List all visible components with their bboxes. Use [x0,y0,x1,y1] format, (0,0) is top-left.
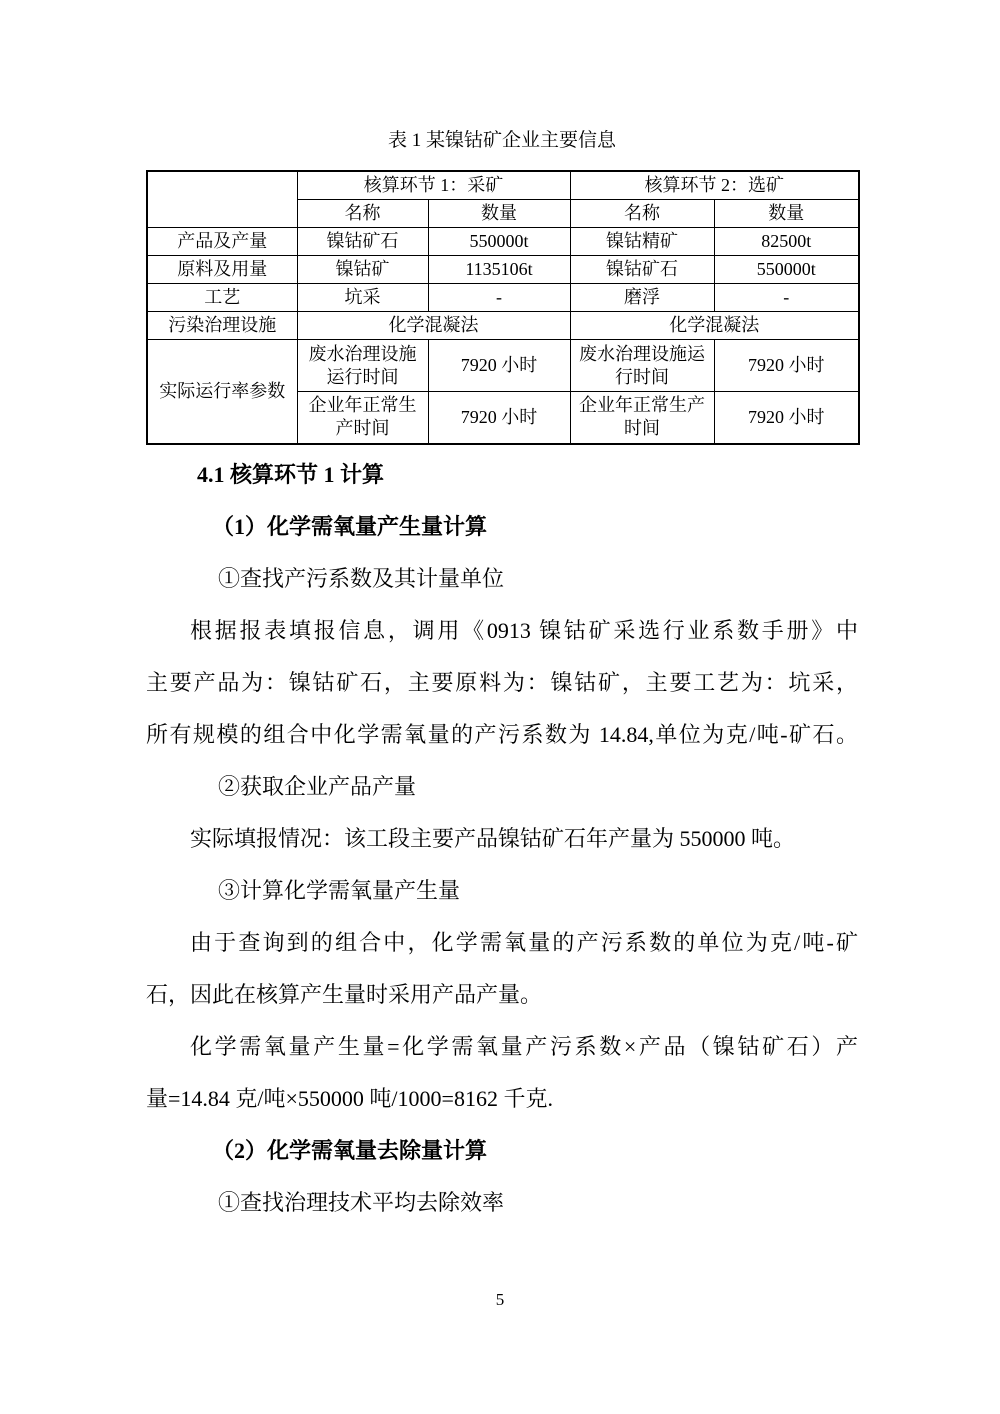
enterprise-info-table [146,170,860,445]
row-label: 污染治理设施 [147,312,297,340]
cell-qty: 7920 小时 [714,392,859,444]
cell-qty: 7920 小时 [428,392,570,444]
cell-qty: 1135106t [428,256,570,284]
step-line: ②获取企业产品产量 [218,773,417,799]
cell-name: 企业年正常生产时间 [297,392,428,444]
body-text [146,449,858,1229]
cell-qty: 7920 小时 [428,340,570,392]
step-line: ①查找产污系数及其计量单位 [218,565,505,591]
table-title: 表 1 某镍钴矿企业主要信息 [387,130,616,151]
cell-treatment: 化学混凝法 [570,312,859,340]
row-label: 产品及产量 [147,228,297,256]
cell-qty: 82500t [714,228,859,256]
row-label: 原料及用量 [147,256,297,284]
paragraph-line: 主要产品为：镍钴矿石，主要原料为：镍钴矿，主要工艺为：坑采， [146,669,858,695]
cell-qty: - [428,284,570,312]
paragraph-line: 实际填报情况：该工段主要产品镍钴矿石年产量为 550000 吨。 [190,825,796,851]
paragraph-line: 化学需氧量产生量=化学需氧量产污系数×产品（镍钴矿石）产 [190,1033,858,1059]
qty-header: 数量 [428,200,570,228]
step-line: ③计算化学需氧量产生量 [218,877,461,903]
cell-name: 镍钴精矿 [570,228,714,256]
stage2-header: 核算环节 2：选矿 [570,171,859,200]
paragraph-line: 所有规模的组合中化学需氧量的产污系数为 14.84,单位为克/吨-矿石。 [146,721,858,747]
stage1-header: 核算环节 1：采矿 [297,171,570,200]
row-label: 工艺 [147,284,297,312]
subsection-heading: （2）化学需氧量去除量计算 [212,1137,488,1163]
table-row-product [147,228,859,256]
qty-header: 数量 [714,200,859,228]
row-label: 实际运行率参数 [147,340,297,444]
name-header: 名称 [297,200,428,228]
cell-name: 企业年正常生产时间 [570,392,714,444]
table-row-treatment [147,312,859,340]
cell-name: 镍钴矿石 [570,256,714,284]
cell-qty: - [714,284,859,312]
paragraph-line: 量=14.84 克/吨×550000 吨/1000=8162 千克. [146,1085,553,1111]
table-header-row-stages [147,171,859,200]
cell-name: 镍钴矿 [297,256,428,284]
paragraph-line: 由于查询到的组合中，化学需氧量的产污系数的单位为克/吨-矿 [190,929,858,955]
step-line: ①查找治理技术平均去除效率 [218,1189,505,1215]
page-number: 5 [495,1290,505,1309]
table-row-process [147,284,859,312]
name-header: 名称 [570,200,714,228]
subsection-heading: （1）化学需氧量产生量计算 [212,513,488,539]
cell-name: 坑采 [297,284,428,312]
table-row-runtime-1 [147,340,859,392]
cell-treatment: 化学混凝法 [297,312,570,340]
cell-qty: 7920 小时 [714,340,859,392]
paragraph-line: 根据报表填报信息，调用《0913 镍钴矿采选行业系数手册》中 [190,617,858,643]
cell-qty: 550000t [428,228,570,256]
cell-name: 废水治理设施运行时间 [297,340,428,392]
cell-name: 磨浮 [570,284,714,312]
paragraph-line: 石，因此在核算产生量时采用产品产量。 [146,981,543,1007]
cell-name: 废水治理设施运行时间 [570,340,714,392]
section-heading: 4.1 核算环节 1 计算 [197,461,385,487]
corner-cell [147,171,297,228]
table-row-material [147,256,859,284]
cell-name: 镍钴矿石 [297,228,428,256]
cell-qty: 550000t [714,256,859,284]
